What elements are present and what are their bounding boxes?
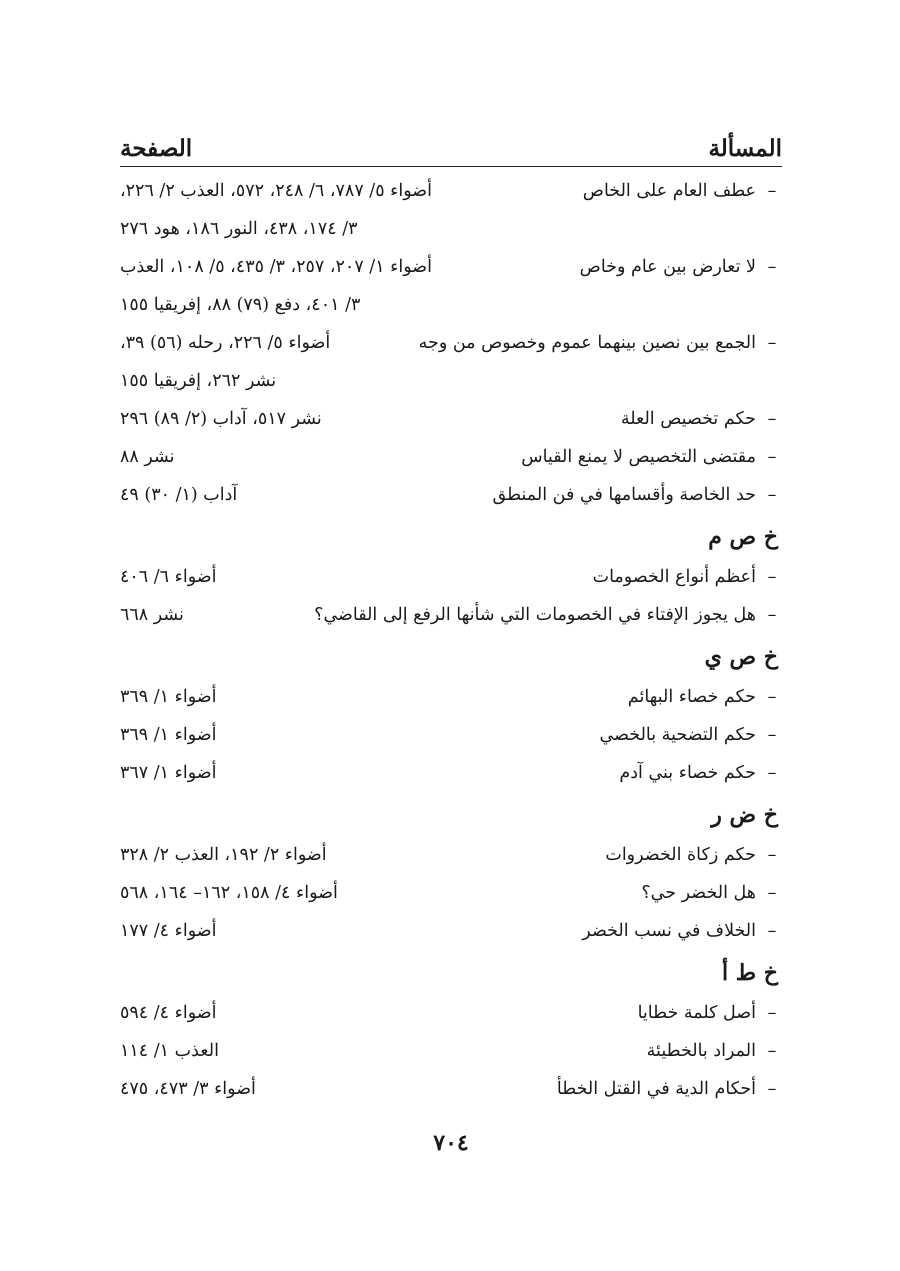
entry-dash: – [767, 181, 777, 201]
entry-topic: أحكام الدية في القتل الخطأ [556, 1079, 756, 1099]
index-entry [120, 248, 782, 324]
root-heading-text: خ ض ر [711, 802, 778, 828]
entry-refs: أضواء ٤/ ١٧٧ [120, 921, 217, 941]
entry-topic: لا تعارض بين عام وخاص [579, 257, 756, 277]
index-entry [120, 558, 782, 596]
entry-refs: أضواء ٤/ ٥٩٤ [120, 1003, 217, 1023]
entry-dash: – [767, 447, 777, 467]
entry-refs: نشر ٥١٧، آداب (٢/ ٨٩) ٢٩٦ [120, 409, 322, 429]
entry-dash: – [767, 409, 777, 429]
entry-refs: العذب ١/ ١١٤ [120, 1041, 219, 1061]
index-entry [120, 836, 782, 874]
page-number: ٧٠٤ [433, 1130, 469, 1156]
entry-topic: مقتضى التخصيص لا يمنع القياس [521, 447, 756, 467]
index-entry [120, 912, 782, 950]
entry-refs: أضواء ١/ ٢٠٧، ٢٥٧، ٣/ ٤٣٥، ٥/ ١٠٨، العذب [120, 257, 433, 277]
entry-topic: هل يجوز الإفتاء في الخصومات التي شأنها الرفع إلى القاضي؟ [314, 605, 756, 625]
entry-topic: الجمع بين نصين بينهما عموم وخصوص من وجه [418, 333, 756, 353]
root-heading [120, 634, 782, 678]
entry-dash: – [767, 567, 777, 587]
entry-dash: – [767, 763, 777, 783]
index-entry [120, 476, 782, 514]
entry-dash: – [767, 257, 777, 277]
entry-refs-continued: ٣/ ١٧٤، ٤٣٨، النور ١٨٦، هود ٢٧٦ [120, 219, 358, 239]
index-body [120, 172, 782, 1108]
entry-refs: آداب (١/ ٣٠) ٤٩ [120, 485, 238, 505]
root-heading [120, 792, 782, 836]
root-heading-text: خ ص ي [704, 644, 778, 670]
entry-refs-continued: نشر ٢٦٢، إفريقيا ١٥٥ [120, 371, 277, 391]
entry-topic: أصل كلمة خطايا [637, 1003, 756, 1023]
entry-dash: – [767, 1003, 777, 1023]
entry-topic: أعظم أنواع الخصومات [592, 567, 756, 587]
index-entry [120, 678, 782, 716]
entry-topic: حكم زكاة الخضروات [605, 845, 756, 865]
entry-topic: حكم خصاء بني آدم [619, 763, 756, 783]
entry-refs: أضواء ١/ ٣٦٩ [120, 725, 217, 745]
index-entry [120, 716, 782, 754]
entry-refs: أضواء ٤/ ١٥٨، ١٦٢– ١٦٤، ٥٦٨ [120, 883, 338, 903]
index-entry [120, 596, 782, 634]
entry-dash: – [767, 333, 777, 353]
entry-refs: أضواء ٥/ ٧٨٧، ٦/ ٢٤٨، ٥٧٢، العذب ٢/ ٢٢٦، [120, 181, 433, 201]
issue-column-label: المسألة [708, 135, 782, 162]
entry-refs: أضواء ٣/ ٤٧٣، ٤٧٥ [120, 1079, 256, 1099]
index-entry [120, 438, 782, 476]
entry-topic: حكم تخصيص العلة [620, 409, 756, 429]
root-heading-text: خ ص م [708, 524, 778, 550]
entry-dash: – [767, 883, 777, 903]
root-heading-text: خ ط أ [722, 960, 778, 986]
root-heading [120, 514, 782, 558]
page-column-label: الصفحة [120, 135, 193, 162]
entry-dash: – [767, 605, 777, 625]
column-header [120, 122, 782, 162]
index-entry [120, 874, 782, 912]
entry-topic: هل الخضر حي؟ [641, 883, 756, 903]
entry-dash: – [767, 1079, 777, 1099]
index-entry [120, 994, 782, 1032]
entry-refs: أضواء ٦/ ٤٠٦ [120, 567, 217, 587]
entry-dash: – [767, 485, 777, 505]
index-entry [120, 1032, 782, 1070]
entry-dash: – [767, 1041, 777, 1061]
entry-topic: حكم خصاء البهائم [627, 687, 756, 707]
entry-topic: عطف العام على الخاص [582, 181, 756, 201]
entry-refs: أضواء ١/ ٣٦٧ [120, 763, 217, 783]
entry-topic: المراد بالخطيئة [646, 1041, 756, 1061]
index-entry [120, 1070, 782, 1108]
entry-dash: – [767, 725, 777, 745]
index-page [120, 0, 782, 1271]
index-entry [120, 754, 782, 792]
entry-dash: – [767, 845, 777, 865]
index-entry [120, 172, 782, 248]
entry-dash: – [767, 921, 777, 941]
entry-refs: نشر ٦٦٨ [120, 605, 184, 625]
entry-topic: الخلاف في نسب الخضر [582, 921, 756, 941]
entry-topic: حكم التضحية بالخصي [599, 725, 756, 745]
index-entry [120, 400, 782, 438]
entry-refs-continued: ٣/ ٤٠١، دفع (٧٩) ٨٨، إفريقيا ١٥٥ [120, 295, 361, 315]
entry-dash: – [767, 687, 777, 707]
index-entry [120, 324, 782, 400]
entry-refs: أضواء ١/ ٣٦٩ [120, 687, 217, 707]
root-heading [120, 950, 782, 994]
entry-refs: نشر ٨٨ [120, 447, 175, 467]
entry-topic: حد الخاصة وأقسامها في فن المنطق [492, 485, 756, 505]
entry-refs: أضواء ٥/ ٢٢٦، رحله (٥٦) ٣٩، [120, 333, 331, 353]
header-rule [120, 166, 782, 167]
entry-refs: أضواء ٢/ ١٩٢، العذب ٢/ ٣٢٨ [120, 845, 327, 865]
